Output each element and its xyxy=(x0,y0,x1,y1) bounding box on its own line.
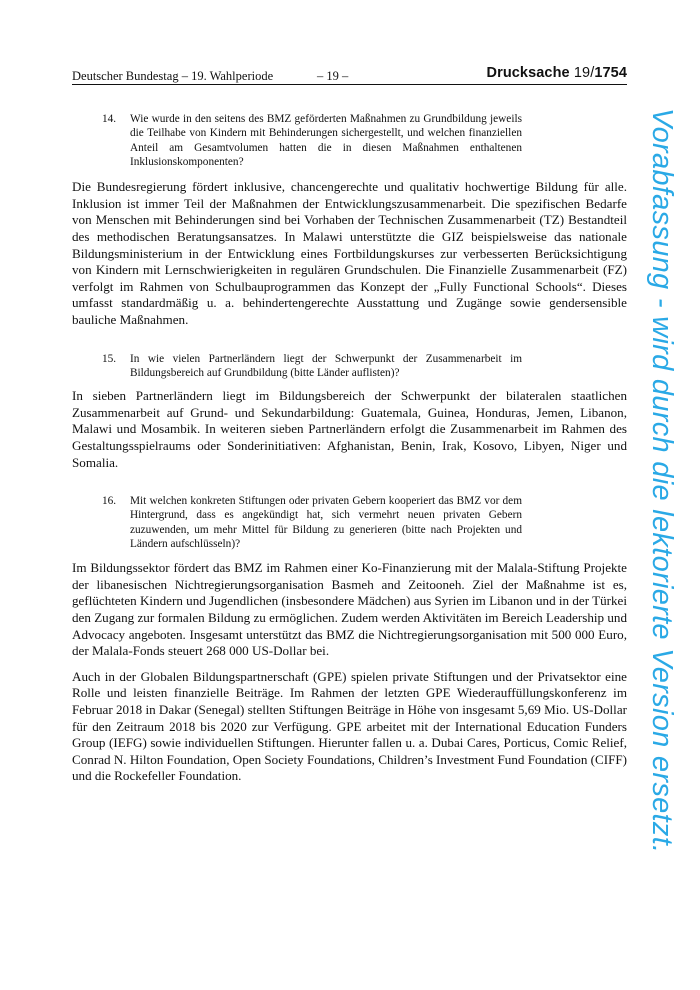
question-text: Wie wurde in den seitens des BMZ geförderten Maßnahmen zu Grundbildung jeweils die Teilhabe von Kindern mit Behinderungen sichergestellt, und welchen finanziellen Anteil am Gesamtvolumen hatten die in diesen Maßnahmen enthaltenen Inklusionskomponenten? xyxy=(130,113,522,168)
answer-15: In sieben Partnerländern liegt im Bildungsbereich der Schwerpunkt der bilateralen staatlichen Zusammenarbeit auf Grund- und Sekundarbildung: Guatemala, Guinea, Honduras, Jemen, Libanon, Malawi und Mosambik. In weiteren sieben Partnerländern erfolgt die Zusammenarbeit im Rahmen des Gestaltungsspielraums oder Sonderinitiativen: Afghanistan, Benin, Irak, Kosovo, Libyen, Niger und Somalia. xyxy=(72,388,627,470)
question-number: 15. xyxy=(102,352,117,365)
question-14 xyxy=(102,112,522,169)
page-header xyxy=(72,65,627,85)
watermark-text: Vorabfassung - wird durch die lektorierte Version ersetzt. xyxy=(646,108,678,854)
question-text: Mit welchen konkreten Stiftungen oder privaten Gebern kooperiert das BMZ vor dem Hintergrund, dass es angekündigt hat, sich vermehrt neuen privaten Gebern zuzuwenden, um mehr Mittel für Bildung zu generieren (bitte nach Projekten und Ländern aufschlüsseln)? xyxy=(130,495,522,550)
question-number: 14. xyxy=(102,113,117,125)
header-rule xyxy=(72,84,627,85)
question-16 xyxy=(102,494,522,551)
question-15 xyxy=(102,352,522,381)
doc-period: 19/ xyxy=(573,65,595,81)
parliament-period: Deutscher Bundestag – 19. Wahlperiode xyxy=(72,69,274,83)
question-text: In wie vielen Partnerländern liegt der Schwerpunkt der Zusammenarbeit im Bildungsbereich auf Grundbildung (bitte Länder auflisten)? xyxy=(130,352,522,379)
doc-label: Drucksache xyxy=(486,65,570,81)
document-number xyxy=(487,65,628,81)
doc-number: 1754 xyxy=(594,65,627,81)
answer-16-part-1: Im Bildungssektor fördert das BMZ im Rahmen einer Ko-Finanzierung mit der Malala-Stiftung Projekte der libanesischen Nichtregierungsorganisation Basmeh and Zeitooneh. Ziel der Maßnahme ist es, geflüchteten Kindern und Jugendlichen (insbesondere Mädchen) aus Syrien im Libanon und in der Türkei den Zugang zur formalen Bildung zu ermöglichen. Zudem werden Aktivitäten im Bereich Leadership und Advocacy angeboten. Insgesamt unterstützt das BMZ die Nichtregierungsorganisation mit 500 000 Euro, der Malala-Fonds steuert 268 000 US-Dollar bei. xyxy=(72,560,628,659)
answer-14: Die Bundesregierung fördert inklusive, chancengerechte und qualitativ hochwertige Bildung für alle. Inklusion ist immer Teil der Maßnahmen der Entwicklungszusammenarbeit. Die spezifischen Bedarfe von Menschen mit Behinderungen sind bei Vorhaben der Technischen Zusammenarbeit (TZ) Bestandteil des methodischen Beratungsansatzes. In Malawi unterstützte die GIZ beispielsweise das nationale Bildungsministerium in der Entwicklung eines Fortbildungskurses zur verbesserten Berücksichtigung von Kindern mit Lernschwierigkeiten in regulären Grundschulen. Die Finanzielle Zusammenarbeit (FZ) verfolgt im Rahmen von Schulbauprogrammen das Konzept der „Fully Functional Schools“. Dieses umfasst standardmäßig u. a. behindertengerechte Ausstattung und Zugänge sowie gendersensible bauliche Maßnahmen. xyxy=(72,179,627,327)
page-number: – 19 – xyxy=(317,69,349,83)
draft-watermark xyxy=(638,108,688,908)
answer-16-part-2: Auch in der Globalen Bildungspartnerschaft (GPE) spielen private Stiftungen und der Privatsektor eine Rolle und leisten finanzielle Beiträge. Im Rahmen der letzten GPE Wiederauffüllungskonferenz im Februar 2018 in Dakar (Senegal) stellten Stiftungen Beiträge in Höhe von insgesamt 5,69 Mio. US-Dollar für den Zeitraum 2018 bis 2020 zur Verfügung. GPE arbeitet mit der International Education Funders Group (IEFG) sowie individuellen Stiftungen. Hierunter fallen u. a. Dubai Cares, Porticus, Comic Relief, Conrad N. Hilton Foundation, Open Society Foundations, Children’s Investment Fund Foundation (CIFF) und die Rockefeller Foundation. xyxy=(72,668,628,784)
question-number: 16. xyxy=(102,495,117,508)
main-content xyxy=(72,112,627,785)
